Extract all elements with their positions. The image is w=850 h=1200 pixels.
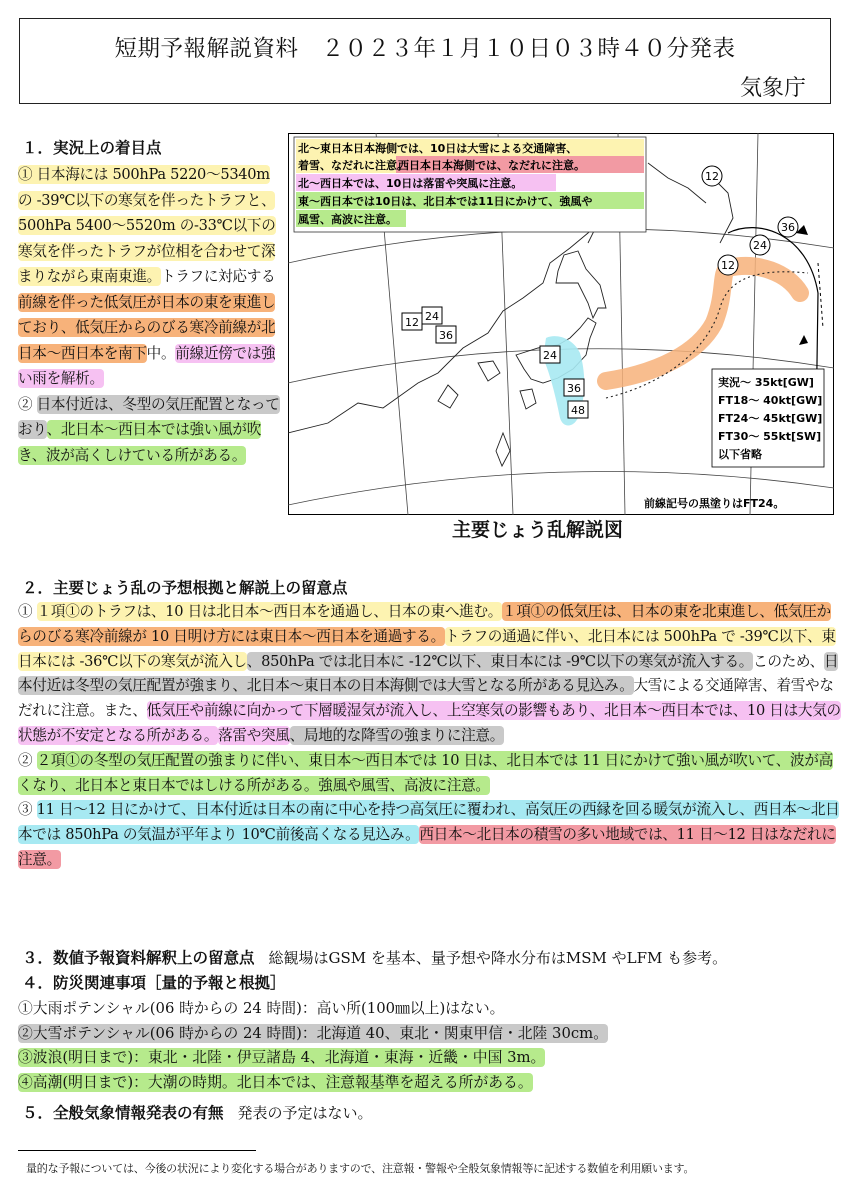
box-text-3a: 東～西日本では10日は、北日本では11日にかけて、強風や: [298, 195, 593, 208]
low-label-24: 24: [753, 239, 767, 252]
text-plain: このため、: [753, 652, 824, 670]
highlight-warm-air: 11 日～12 日にかけて、日本付近は日本の南に中心を持つ高気圧に覆われ、高気圧の西縁を回る暖気が流入し、西日本～北日本では 850hPa の気温が平年より 10℃前後高くなる見込み。: [18, 801, 840, 844]
text-plain: ③: [18, 801, 37, 819]
figure-caption: 主要じょう乱解説図: [452, 519, 624, 541]
document-title: 短期予報解説資料 ２０２３年１月１０日０３時４０分発表: [114, 36, 736, 62]
wind-legend: [712, 369, 824, 467]
text-plain: トラフに対応する: [160, 268, 276, 285]
storm-surge: ④高潮(明日まで)：大潮の時期。北日本では、注意報基準を超える所がある。: [18, 1073, 533, 1091]
snow-potential: ②大雪ポテンシャル(06 時からの 24 時間)：北海道 40、東北・関東甲信・北陸 30cm。: [18, 1024, 608, 1042]
trough-label-12: 12: [405, 316, 419, 329]
box-text-1c: 西日本日本海側では、なだれに注意。: [398, 159, 585, 172]
section-2-heading: ２．主要じょう乱の予想根拠と解説上の留意点: [22, 579, 348, 597]
legend-line-5: 以下省略: [718, 448, 762, 461]
highlight-low-pressure: 前線を伴った低気圧が日本の東を東進しており、低気圧からのびる寒冷前線が北日本～西日本を南下: [18, 293, 276, 362]
front-note: 前線記号の黒塗りはFT24。: [644, 497, 785, 510]
rain-potential: ①大雨ポテンシャル(06 時からの 24 時間)：高い所(100㎜以上)はない。: [18, 1000, 505, 1017]
text-plain: ①: [18, 603, 37, 620]
text-plain: 中。: [146, 344, 176, 362]
text-plain: 大雪による交通障害、着雪やなだれに注意。: [18, 677, 834, 720]
trough-label-24: 24: [425, 310, 439, 323]
section-3-title: ３．数値予報資料解釈上の留意点: [22, 949, 255, 967]
highlight-wind-waves: ２項①の冬型の気圧配置の強まりに伴い、東日本～西日本では 10 日は、北日本では 11 日にかけて強い風が吹いて、波が高くなり、北日本と東日本ではしける所がある。強風や風雪、高波に注意。: [18, 751, 833, 794]
box-text-1a: 北～東日本日本海側では、10日は大雪による交通障害、: [298, 142, 578, 155]
highlight-trough-pass: １項①のトラフは、10 日は北日本～西日本を通過し、日本の東へ進む。: [36, 603, 503, 620]
cyan-label-48: 48: [571, 404, 585, 417]
legend-line-3: FT24～ 45kt[GW]: [718, 412, 823, 425]
text-plain: また、: [103, 702, 147, 720]
section-5-title: ５．全般気象情報発表の有無: [22, 1104, 224, 1122]
highlight-front-rain: 前線近傍では強い雨を解析。: [18, 344, 276, 387]
box-text-3b: 風雪、高波に注意。: [298, 213, 397, 226]
box-text-1b: 着雪、なだれに注意。: [298, 159, 408, 172]
disturbance-map: [288, 133, 834, 515]
highlight-strong-wind: 、北日本～西日本では強い風が吹き、波が高くしけている所がある。: [18, 421, 262, 464]
highlight-heavy-snow: 日本付近は冬型の気圧配置が強まり、北日本～東日本の日本海側では大雪となる所がある見込み。: [18, 652, 839, 695]
issuing-agency: 気象庁: [739, 76, 806, 101]
wave-forecast: ③波浪(明日まで)：東北・北陸・伊豆諸島 4、北海道・東海・近畿・中国 3m。: [18, 1049, 546, 1066]
section-1-body: [18, 162, 280, 468]
footnote: 量的な予報については、今後の状況により変化する場合がありますので、注意報・警報や全般気象情報等に記述する数値を利用願います。: [26, 1162, 695, 1175]
section-5-heading: [22, 1101, 373, 1123]
legend-line-1: 実況～ 35kt[GW]: [718, 376, 814, 389]
section-2-body: [18, 600, 842, 873]
highlight-avalanche: 西日本～北日本の積雪の多い地域では、11 日～12 日はなだれに注意。: [18, 826, 836, 868]
section-3-heading: [22, 946, 727, 968]
highlight-low-track: １項①の低気圧は、日本の東を北東進し、低気圧からのびる寒冷前線が 10 日明け方には東日本～西日本を通過する。: [18, 603, 831, 645]
section-4-heading: ４．防災関連事項［量的予報と根拠］: [22, 974, 286, 992]
cyan-label-36: 36: [567, 382, 581, 395]
legend-line-2: FT18～ 40kt[GW]: [718, 394, 823, 407]
highlight-cold-air: トラフの通過に伴い、北日本には 500hPa で -39℃以下、東日本には -36℃以下の寒気が流入し: [18, 627, 836, 670]
text-plain: ②: [18, 395, 37, 413]
highlight-unstable: 低気圧や前線に向かって下層暖湿気が流入し、上空寒気の影響もあり、北日本～西日本では、10 日は大気の状態が不安定となる所がある。: [18, 702, 841, 744]
legend-line-4: FT30～ 55kt[SW]: [718, 430, 822, 443]
warning-box: [294, 137, 646, 232]
section-5-note: 発表の予定はない。: [237, 1104, 373, 1122]
highlight-trough: ① 日本海には 500hPa 5220～5340m の -39℃以下の寒気を伴ったトラフと、500hPa 5400～5520m の-33℃以下の寒気を伴ったトラフが位相を合わせて深まりながら東南東進。: [18, 166, 276, 285]
low-label-12-north: 12: [705, 170, 719, 183]
section-4-body: [18, 997, 842, 1095]
trough-label-36: 36: [439, 329, 453, 342]
box-text-2: 北～西日本では、10日は落雷や突風に注意。: [298, 177, 523, 190]
footnote-divider: [18, 1150, 256, 1151]
highlight-local-snow: 、局地的な降雪の強まりに注意。: [289, 726, 505, 744]
low-label-12: 12: [721, 259, 735, 272]
highlight-850hpa: 、850hPa では北日本に -12℃以下、東日本には -9℃以下の寒気が流入する。: [246, 652, 754, 670]
cyan-label-24: 24: [543, 349, 557, 362]
highlight-lightning: 落雷や突風: [218, 726, 290, 744]
section-3-note: 総観場はGSM を基本、量予想や降水分布はMSM やLFM も参考。: [268, 949, 728, 967]
low-label-36: 36: [781, 221, 795, 234]
section-1-heading: １．実況上の着目点: [22, 139, 162, 157]
text-plain: ②: [18, 751, 37, 769]
document-header: [19, 18, 831, 104]
highlight-winter-pattern: 日本付近は、冬型の気圧配置となっており: [18, 395, 280, 438]
